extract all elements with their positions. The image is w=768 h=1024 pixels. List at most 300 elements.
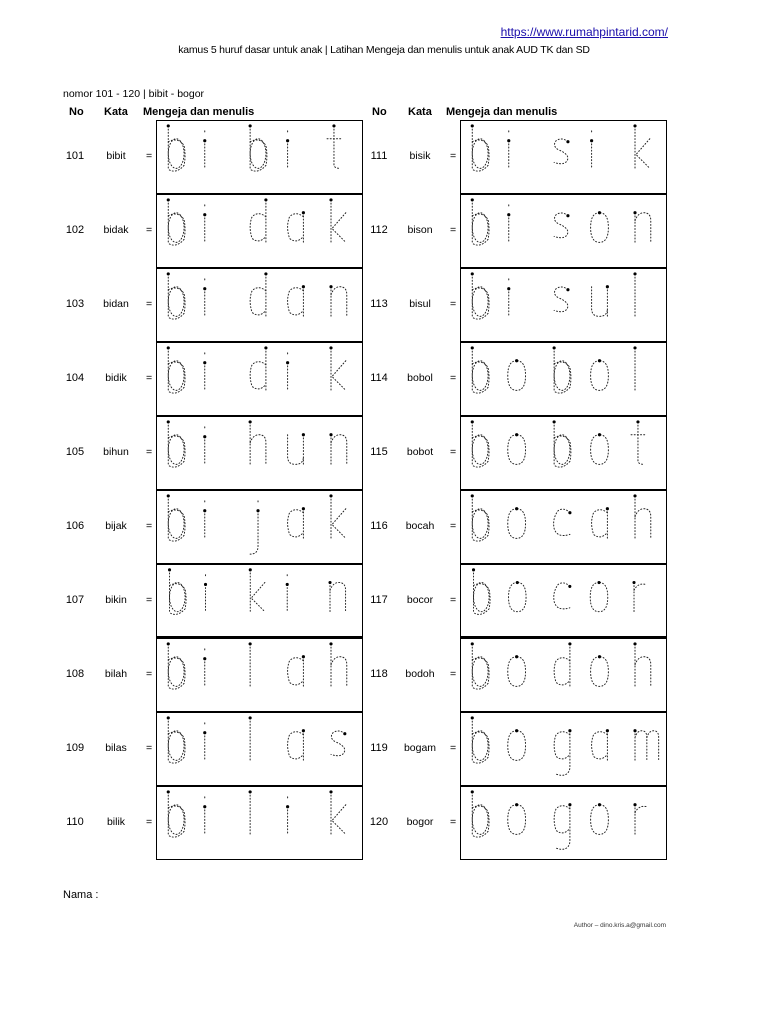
equals-sign: = xyxy=(450,297,457,310)
tracing-letter-h xyxy=(249,420,266,464)
tracing-letter-i xyxy=(203,131,206,168)
start-dot xyxy=(472,568,475,571)
tracing-box[interactable] xyxy=(156,638,363,712)
row-number: 113 xyxy=(370,297,388,310)
dotted-stroke xyxy=(331,287,347,317)
dotted-stroke xyxy=(635,657,651,687)
start-dot xyxy=(329,642,332,645)
start-dot xyxy=(249,642,252,645)
tracing-letter-i xyxy=(286,797,289,834)
tracing-box[interactable] xyxy=(460,120,667,194)
tracing-letters xyxy=(157,121,362,193)
number-range: nomor 101 - 120 | bibit - bogor xyxy=(63,88,205,100)
dotted-stroke xyxy=(554,509,570,535)
dotted-stroke xyxy=(592,510,608,537)
equals-sign: = xyxy=(146,445,153,458)
start-dot xyxy=(167,272,170,275)
dotted-stroke xyxy=(168,509,184,539)
start-dot xyxy=(203,361,206,364)
dotted-stroke xyxy=(554,361,570,391)
dotted-stroke xyxy=(472,658,489,689)
dotted-stroke xyxy=(554,583,570,609)
dotted-stroke xyxy=(592,287,608,317)
dotted-stroke xyxy=(554,806,570,833)
tracing-letter-h xyxy=(633,494,650,538)
tracing-box[interactable] xyxy=(460,490,667,564)
start-dot xyxy=(249,124,252,127)
start-dot xyxy=(632,581,635,584)
start-dot xyxy=(633,124,636,127)
dotted-stroke xyxy=(168,361,184,391)
dotted-stroke xyxy=(508,361,526,391)
tracing-letter-b xyxy=(471,494,489,541)
tracing-letter-r xyxy=(633,803,646,834)
tracing-letter-n xyxy=(329,285,346,316)
start-dot xyxy=(633,729,636,732)
equals-sign: = xyxy=(146,667,153,680)
dotted-stroke xyxy=(472,362,489,393)
tracing-letter-o xyxy=(591,211,609,242)
tracing-box[interactable] xyxy=(156,120,363,194)
start-dot xyxy=(471,198,474,201)
tracing-letter-o xyxy=(591,803,609,834)
row-number: 110 xyxy=(66,815,84,828)
row-word: bidan xyxy=(103,297,129,310)
tracing-letter-o xyxy=(591,359,609,390)
dotted-stroke xyxy=(474,583,490,612)
dotted-stroke xyxy=(168,288,185,319)
tracing-letter-u xyxy=(592,285,609,316)
tracing-letter-u xyxy=(288,433,305,464)
tracing-letters xyxy=(461,121,666,193)
tracing-letter-b xyxy=(471,420,489,467)
dotted-stroke xyxy=(331,657,347,687)
dotted-stroke xyxy=(635,731,647,761)
dotted-stroke xyxy=(250,435,266,465)
header-kata-right: Kata xyxy=(408,106,432,118)
start-dot xyxy=(329,285,332,288)
dotted-stroke xyxy=(168,140,185,171)
dotted-stroke xyxy=(288,732,304,759)
start-dot xyxy=(507,213,510,216)
start-dot xyxy=(167,716,170,719)
dotted-stroke xyxy=(250,288,266,315)
equals-sign: = xyxy=(146,519,153,532)
dotted-stroke xyxy=(250,214,266,241)
start-dot xyxy=(286,805,289,808)
dotted-stroke xyxy=(472,214,489,245)
start-dot xyxy=(249,420,252,423)
row-number: 117 xyxy=(370,593,388,606)
dotted-stroke xyxy=(168,435,184,465)
row-word: bilah xyxy=(104,667,128,680)
tracing-letter-b xyxy=(553,420,571,467)
tracing-box[interactable] xyxy=(156,564,363,638)
start-dot xyxy=(568,585,571,588)
dotted-stroke xyxy=(635,213,651,243)
tracing-letter-i xyxy=(203,279,206,316)
row-word: bobol xyxy=(407,371,433,384)
dotted-stroke xyxy=(554,287,568,312)
tracing-letters xyxy=(461,787,666,859)
dotted-stroke xyxy=(168,139,184,169)
tracing-letter-o xyxy=(590,581,608,612)
dotted-stroke xyxy=(332,805,346,835)
start-dot xyxy=(636,420,639,423)
dotted-stroke xyxy=(168,657,184,687)
tracing-letter-b xyxy=(471,716,489,763)
start-dot xyxy=(328,581,331,584)
row-number: 104 xyxy=(65,371,85,384)
dotted-stroke xyxy=(472,288,489,319)
tracing-letter-b xyxy=(167,494,185,541)
start-dot xyxy=(302,285,305,288)
tracing-letter-b xyxy=(167,642,185,689)
dotted-stroke xyxy=(590,583,608,612)
start-dot xyxy=(606,507,609,510)
dotted-stroke xyxy=(554,732,570,759)
tracing-box[interactable] xyxy=(156,490,363,564)
tracing-letter-c xyxy=(554,509,572,535)
start-dot xyxy=(516,581,519,584)
tracing-letter-b xyxy=(249,124,267,171)
tracing-letter-b xyxy=(167,124,185,171)
row-word: bisik xyxy=(409,149,431,162)
tracing-letter-i xyxy=(286,575,289,612)
tracing-letters xyxy=(157,417,362,489)
dotted-stroke xyxy=(508,657,526,687)
tracing-letter-b xyxy=(167,790,185,837)
row-word: bilas xyxy=(105,741,127,754)
start-dot xyxy=(302,507,305,510)
name-label: Nama : xyxy=(63,889,99,901)
dotted-stroke xyxy=(250,139,266,169)
dotted-stroke xyxy=(168,731,184,761)
dotted-stroke xyxy=(472,140,489,171)
tracing-letter-d xyxy=(250,272,267,316)
dotted-stroke xyxy=(556,805,570,850)
dotted-stroke xyxy=(592,732,608,759)
tracing-box[interactable] xyxy=(460,268,667,342)
dotted-stroke xyxy=(508,805,526,835)
start-dot xyxy=(553,346,556,349)
start-dot xyxy=(633,211,636,214)
equals-sign: = xyxy=(450,741,457,754)
tracing-letter-t xyxy=(631,420,645,464)
tracing-letter-s xyxy=(554,287,569,312)
tracing-letters xyxy=(461,639,666,711)
start-dot xyxy=(515,729,518,732)
tracing-letters xyxy=(157,491,362,563)
tracing-letter-r xyxy=(632,581,645,612)
tracing-letter-s xyxy=(331,731,346,756)
start-dot xyxy=(256,509,259,512)
tracing-letter-i xyxy=(590,131,593,168)
start-dot xyxy=(471,790,474,793)
author-credit: Author – dino.kris.a@gmail.com xyxy=(573,922,666,929)
row-number: 120 xyxy=(369,815,389,828)
tracing-letters xyxy=(461,713,666,785)
start-dot xyxy=(329,433,332,436)
tracing-letter-b xyxy=(167,346,185,393)
row-number: 101 xyxy=(65,149,85,162)
tracing-box[interactable] xyxy=(460,786,667,860)
start-dot xyxy=(598,211,601,214)
dotted-stroke xyxy=(250,362,266,389)
tracing-letter-i xyxy=(203,723,206,760)
tracing-letters xyxy=(157,195,362,267)
dotted-stroke xyxy=(170,583,186,612)
tracing-box[interactable] xyxy=(460,712,667,786)
dotted-stroke xyxy=(332,213,346,243)
start-dot xyxy=(332,124,335,127)
dotted-stroke xyxy=(168,658,185,689)
dotted-stroke xyxy=(288,510,304,537)
equals-sign: = xyxy=(146,741,153,754)
start-dot xyxy=(471,716,474,719)
start-dot xyxy=(203,805,206,808)
tracing-letter-h xyxy=(633,642,650,686)
start-dot xyxy=(167,420,170,423)
tracing-letter-o xyxy=(508,359,526,390)
header-practice-left: Mengeja dan menulis xyxy=(143,106,255,118)
start-dot xyxy=(203,139,206,142)
tracing-letter-s xyxy=(554,213,569,238)
tracing-box[interactable] xyxy=(460,342,667,416)
start-dot xyxy=(203,287,206,290)
dotted-stroke xyxy=(472,509,488,539)
equals-sign: = xyxy=(146,149,153,162)
tracing-letters xyxy=(157,639,362,711)
website-link[interactable]: https://www.rumahpintarid.com/ xyxy=(500,25,668,39)
start-dot xyxy=(264,198,267,201)
tracing-letter-i xyxy=(203,649,206,686)
tracing-letter-i xyxy=(204,575,207,612)
start-dot xyxy=(204,583,207,586)
tracing-letter-b xyxy=(167,272,185,319)
start-dot xyxy=(597,581,600,584)
dotted-stroke xyxy=(472,731,488,761)
start-dot xyxy=(566,140,569,143)
tracing-letter-n xyxy=(633,211,650,242)
equals-sign: = xyxy=(450,593,457,606)
start-dot xyxy=(203,509,206,512)
dotted-stroke xyxy=(331,731,345,756)
dotted-stroke xyxy=(472,805,488,835)
start-dot xyxy=(167,790,170,793)
tracing-box[interactable] xyxy=(156,342,363,416)
tracing-box[interactable] xyxy=(460,416,667,490)
tracing-letter-o xyxy=(508,729,526,760)
tracing-letter-o xyxy=(508,655,526,686)
start-dot xyxy=(633,803,636,806)
tracing-letter-o xyxy=(591,655,609,686)
dotted-stroke xyxy=(168,436,185,467)
tracing-letter-j xyxy=(250,501,259,554)
row-number: 118 xyxy=(370,667,388,680)
tracing-letters xyxy=(157,787,362,859)
tracing-letter-i xyxy=(203,353,206,390)
start-dot xyxy=(329,790,332,793)
equals-sign: = xyxy=(450,815,457,828)
tracing-letter-o xyxy=(591,433,609,464)
start-dot xyxy=(329,198,332,201)
start-dot xyxy=(507,287,510,290)
dotted-stroke xyxy=(509,583,527,612)
start-dot xyxy=(598,433,601,436)
tracing-letter-i xyxy=(203,501,206,538)
start-dot xyxy=(568,729,571,732)
dotted-stroke xyxy=(591,805,609,835)
tracing-box[interactable] xyxy=(460,638,667,712)
row-word: bidik xyxy=(105,371,127,384)
tracing-letter-i xyxy=(203,205,206,242)
tracing-box[interactable] xyxy=(156,194,363,268)
tracing-box[interactable] xyxy=(460,194,667,268)
row-number: 115 xyxy=(370,445,388,458)
start-dot xyxy=(249,568,252,571)
dotted-stroke xyxy=(554,435,570,465)
tracing-letter-b xyxy=(167,420,185,467)
row-word: bikin xyxy=(105,593,127,606)
tracing-box[interactable] xyxy=(156,712,363,786)
start-dot xyxy=(167,124,170,127)
header-no-left: No xyxy=(69,106,84,118)
start-dot xyxy=(286,361,289,364)
tracing-letter-i xyxy=(286,131,289,168)
tracing-box[interactable] xyxy=(156,268,363,342)
tracing-letter-a xyxy=(288,285,305,316)
start-dot xyxy=(568,511,571,514)
tracing-box[interactable] xyxy=(460,564,667,638)
start-dot xyxy=(515,803,518,806)
dotted-stroke xyxy=(334,126,340,168)
tracing-letters xyxy=(461,417,666,489)
equals-sign: = xyxy=(146,593,153,606)
tracing-letter-o xyxy=(509,581,527,612)
start-dot xyxy=(515,507,518,510)
dotted-stroke xyxy=(508,731,526,761)
equals-sign: = xyxy=(450,149,457,162)
start-dot xyxy=(606,285,609,288)
tracing-letter-g xyxy=(554,803,571,849)
start-dot xyxy=(515,433,518,436)
start-dot xyxy=(302,433,305,436)
start-dot xyxy=(167,198,170,201)
start-dot xyxy=(471,494,474,497)
start-dot xyxy=(302,729,305,732)
tracing-box[interactable] xyxy=(156,416,363,490)
start-dot xyxy=(286,583,289,586)
start-dot xyxy=(203,731,206,734)
row-word: bison xyxy=(407,223,433,236)
row-word: bogor xyxy=(406,815,434,828)
start-dot xyxy=(167,642,170,645)
row-number: 105 xyxy=(65,445,85,458)
dotted-stroke xyxy=(288,435,304,465)
dotted-stroke xyxy=(554,139,568,164)
dotted-stroke xyxy=(591,213,609,243)
tracing-letters xyxy=(461,269,666,341)
dotted-stroke xyxy=(332,361,346,391)
tracing-letter-b xyxy=(167,716,185,763)
dotted-stroke xyxy=(168,362,185,393)
equals-sign: = xyxy=(146,815,153,828)
start-dot xyxy=(598,655,601,658)
row-word: bihun xyxy=(103,445,129,458)
tracing-letter-k xyxy=(633,124,649,168)
tracing-letter-i xyxy=(203,427,206,464)
row-word: bocah xyxy=(405,519,435,532)
tracing-box[interactable] xyxy=(156,786,363,860)
tracing-letter-k xyxy=(329,198,345,242)
dotted-stroke xyxy=(168,805,184,835)
tracing-letter-b xyxy=(472,568,490,614)
tracing-letter-k xyxy=(329,494,345,538)
tracing-letter-k xyxy=(329,790,345,834)
row-number: 111 xyxy=(370,149,388,162)
start-dot xyxy=(329,346,332,349)
tracing-letter-d xyxy=(554,642,571,686)
dotted-stroke xyxy=(330,583,346,612)
equals-sign: = xyxy=(450,445,457,458)
start-dot xyxy=(264,346,267,349)
start-dot xyxy=(471,124,474,127)
dotted-stroke xyxy=(472,806,489,837)
dotted-stroke xyxy=(472,510,489,541)
tracing-letter-l xyxy=(633,346,636,390)
tracing-letter-c xyxy=(554,583,572,609)
dotted-stroke xyxy=(472,732,489,763)
tracing-letter-l xyxy=(249,716,252,760)
start-dot xyxy=(471,272,474,275)
dotted-stroke xyxy=(250,511,258,554)
row-number: 116 xyxy=(370,519,388,532)
dotted-stroke xyxy=(250,140,267,171)
tracing-letter-a xyxy=(592,729,609,760)
start-dot xyxy=(343,732,346,735)
equals-sign: = xyxy=(450,519,457,532)
tracing-letter-l xyxy=(249,790,252,834)
start-dot xyxy=(471,420,474,423)
tracing-letter-n xyxy=(329,433,346,464)
start-dot xyxy=(264,272,267,275)
row-number: 119 xyxy=(370,741,388,754)
row-number: 103 xyxy=(65,297,85,310)
tracing-letter-b xyxy=(167,198,185,245)
row-word: bijak xyxy=(105,519,127,532)
dotted-stroke xyxy=(472,435,488,465)
start-dot xyxy=(329,494,332,497)
tracing-letter-l xyxy=(633,272,636,316)
tracing-letter-h xyxy=(329,642,346,686)
tracing-letter-m xyxy=(633,729,658,760)
start-dot xyxy=(553,420,556,423)
row-number: 109 xyxy=(65,741,85,754)
dotted-stroke xyxy=(472,361,488,391)
dotted-stroke xyxy=(288,658,304,685)
tracing-letter-o xyxy=(508,507,526,538)
row-number: 102 xyxy=(65,223,85,236)
tracing-letter-i xyxy=(286,353,289,390)
dotted-stroke xyxy=(591,657,609,687)
dotted-stroke xyxy=(168,214,185,245)
dotted-stroke xyxy=(472,287,488,317)
start-dot xyxy=(568,642,571,645)
dotted-stroke xyxy=(472,657,488,687)
start-dot xyxy=(566,288,569,291)
dotted-stroke xyxy=(554,213,568,238)
